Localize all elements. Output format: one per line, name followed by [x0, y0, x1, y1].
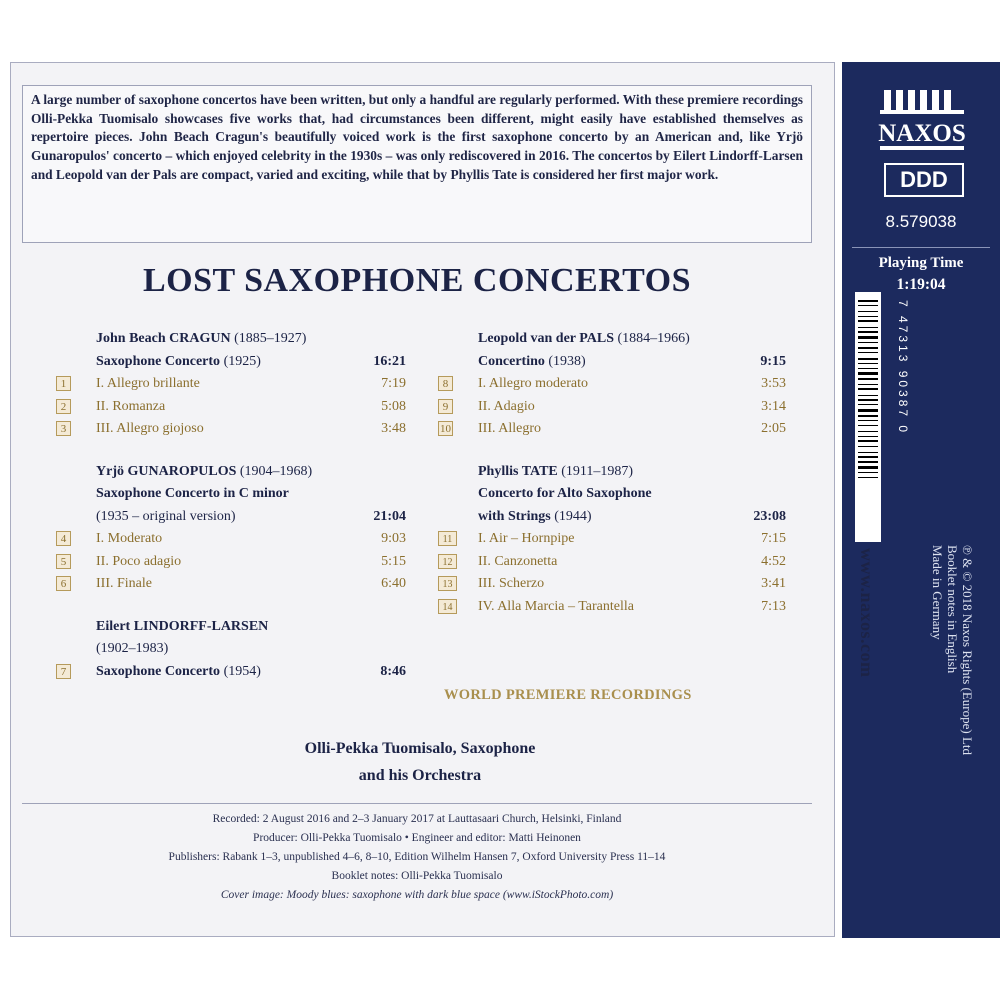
track-title: III. Finale: [96, 576, 152, 591]
barcode-bar: [858, 409, 878, 412]
track-row: [438, 418, 786, 441]
work-year: (1954): [223, 663, 261, 679]
work-total-time: 8:46: [380, 663, 406, 679]
barcode-bar: [858, 384, 878, 385]
barcode: [855, 292, 881, 542]
track-title: I. Allegro brillante: [96, 376, 200, 391]
track-row: [438, 373, 786, 396]
barcode-bar: [858, 440, 878, 442]
barcode-bar: [858, 399, 878, 401]
track-title: III. Allegro: [478, 421, 541, 436]
track-time: 6:40: [381, 576, 406, 591]
track-row: [438, 528, 786, 551]
track-time: 3:41: [761, 576, 786, 591]
album-title: LOST SAXOPHONE CONCERTOS: [142, 262, 691, 299]
track-time: 5:15: [381, 553, 406, 569]
track-number: 4: [56, 531, 71, 546]
work-gunaropulos: [56, 461, 406, 596]
barcode-bar: [858, 446, 878, 447]
credit-cover: Cover image: Moody blues: saxophone with dark blue space (www.iStockPhoto.com): [220, 889, 614, 901]
composer-dates: (1884–1966): [617, 331, 690, 346]
intro-text: A large number of saxophone concertos have been written, but only a handful are regularly performed. With these premiere recordings Olli-Pekka Tuomisalo showcases five works that, had circumstances been different, might easily have established themselves as repertoire pieces. John Beach Cragun's beautifully voiced work is the first saxophone concerto by an American and, like Yrjö Gunaropulos' concerto – which enjoyed celebrity in the 1930s – was only rediscovered in 2016. The concertos by Eilert Lindorff-Larsen and Leopold van der Pals are compact, varied and exciting, while that by Phyllis Tate is considered her first major work.: [22, 85, 812, 243]
track-title: III. Scherzo: [478, 576, 545, 591]
track-number: 7: [56, 664, 71, 679]
work-title: Saxophone Concerto: [96, 663, 221, 679]
credit-producer: Producer: Olli-Pekka Tuomisalo • Engineer and editor: Matti Heinonen: [253, 832, 581, 844]
composer-dates: (1902–1983): [96, 641, 169, 656]
barcode-bar: [858, 452, 878, 453]
track-list: [56, 373, 406, 441]
barcode-bar: [858, 305, 878, 306]
track-row: [438, 573, 786, 596]
world-premiere-label: WORLD PREMIERE RECORDINGS: [444, 687, 692, 703]
track-list: [438, 528, 786, 618]
divider: [22, 803, 812, 804]
work-tate: [438, 461, 786, 619]
composer-dates: (1904–1968): [239, 463, 313, 479]
track-row: [438, 396, 786, 419]
composer-name: Eilert LINDORFF-LARSEN: [96, 618, 269, 634]
barcode-bar: [858, 415, 878, 417]
performer-line: Olli-Pekka Tuomisalo, Saxophone: [304, 740, 536, 757]
barcode-bar: [858, 347, 878, 349]
naxos-logo: [876, 86, 968, 158]
barcode-bar: [858, 456, 878, 458]
barcode-digits: 7 47313 90387 0: [896, 300, 910, 436]
track-time: 7:13: [761, 598, 786, 614]
playing-time-label: Playing Time: [878, 255, 964, 271]
track-time: 7:15: [761, 531, 786, 546]
barcode-bar: [858, 436, 878, 437]
track-time: 3:14: [761, 398, 786, 414]
barcode-bar: [858, 425, 878, 426]
composer-name: Leopold van der PALS: [478, 331, 615, 346]
track-time: 4:52: [761, 553, 786, 569]
sidebar-divider: [852, 247, 990, 248]
copyright-block: [930, 545, 975, 755]
barcode-bar: [858, 378, 878, 380]
booklet-language: Booklet notes in English: [945, 545, 960, 674]
barcode-bar: [858, 311, 878, 312]
left-column: [56, 328, 406, 683]
composer-name: Phyllis TATE: [478, 463, 558, 479]
barcode-bar: [858, 466, 878, 469]
barcode-bar: [858, 358, 878, 360]
work-year: (1938): [548, 353, 586, 369]
website-url[interactable]: www.naxos.com: [857, 548, 877, 678]
barcode-bar: [858, 472, 878, 473]
track-row: [438, 596, 786, 619]
track-number: 12: [438, 554, 457, 569]
track-title: II. Poco adagio: [96, 553, 182, 569]
track-number: 2: [56, 399, 71, 414]
composer-dates: (1885–1927): [234, 331, 307, 346]
track-number: 8: [438, 376, 453, 391]
work-year: (1925): [223, 353, 261, 369]
track-time: 3:53: [761, 376, 786, 391]
work-title: Concerto for Alto Saxophone: [478, 486, 652, 501]
track-number: 6: [56, 576, 71, 591]
credit-publishers: Publishers: Rabank 1–3, unpublished 4–6, 8–10, Edition Wilhelm Hansen 7, Oxford University Press 11–14: [168, 851, 666, 863]
credit-booklet: Booklet notes: Olli-Pekka Tuomisalo: [331, 870, 503, 882]
work-cragun: [56, 328, 406, 441]
work-total-time: 23:08: [753, 508, 786, 524]
work-total-time: 9:15: [760, 353, 786, 369]
credit-recorded: Recorded: 2 August 2016 and 2–3 January 2017 at Lauttasaari Church, Helsinki, Finland: [212, 813, 622, 825]
barcode-bar: [858, 331, 878, 333]
track-number: 10: [440, 423, 451, 435]
track-time: 3:48: [381, 421, 406, 436]
work-van-der-pals: [438, 328, 786, 441]
track-title: IV. Alla Marcia – Tarantella: [478, 598, 634, 614]
track-title: I. Allegro moderato: [478, 376, 589, 391]
track-title: III. Allegro giojoso: [96, 421, 204, 436]
work-title: Saxophone Concerto in C minor: [96, 486, 289, 501]
track-row: [438, 551, 786, 574]
track-row: [56, 573, 406, 596]
copyright-text: ℗ & © 2018 Naxos Rights (Europe) Ltd: [960, 545, 975, 756]
barcode-bar: [858, 342, 878, 343]
work-title: Concertino: [478, 353, 545, 369]
track-time: 7:19: [381, 376, 406, 391]
barcode-bar: [858, 327, 878, 328]
track-title: I. Moderato: [96, 531, 163, 546]
track-row: [56, 551, 406, 574]
track-number: 14: [438, 599, 457, 614]
barcode-bar: [858, 368, 878, 369]
track-number: 1: [56, 376, 71, 391]
work-year: (1944): [554, 508, 592, 524]
catalog-number: 8.579038: [885, 212, 957, 231]
barcode-bar: [858, 300, 878, 302]
composer-name: Yrjö GUNAROPULOS: [96, 463, 237, 479]
track-title: I. Air – Hornpipe: [478, 531, 575, 546]
right-column: [438, 328, 786, 618]
track-number: 11: [438, 531, 457, 546]
work-title: Saxophone Concerto: [96, 353, 221, 369]
playing-time-value: 1:19:04: [896, 276, 946, 293]
track-number: 13: [438, 576, 457, 591]
work-version: (1935 – original version): [96, 508, 236, 524]
barcode-bar: [858, 388, 878, 390]
barcode-bar: [858, 461, 878, 463]
barcode-bar: [858, 477, 878, 478]
track-title: II. Canzonetta: [478, 553, 558, 569]
barcode-bar: [858, 420, 878, 421]
barcode-bar: [858, 352, 878, 353]
track-row: [56, 373, 406, 396]
work-total-time: 16:21: [373, 353, 406, 369]
work-total-time: 21:04: [373, 508, 406, 524]
ddd-badge: DDD: [884, 163, 964, 197]
barcode-bar: [858, 336, 878, 339]
track-time: 9:03: [381, 531, 406, 546]
track-list: [56, 528, 406, 596]
made-in: Made in Germany: [930, 545, 945, 640]
barcode-bar: [858, 404, 878, 405]
performer-line-continued: and his Orchestra: [358, 767, 482, 784]
track-time: 2:05: [761, 421, 786, 436]
composer-name: John Beach CRAGUN: [96, 331, 231, 346]
track-row: [56, 528, 406, 551]
track-title: II. Romanza: [96, 398, 166, 414]
barcode-bar: [858, 372, 878, 375]
track-number: 3: [56, 421, 71, 436]
composer-dates: (1911–1987): [561, 463, 634, 479]
track-title: II. Adagio: [478, 398, 535, 414]
track-row: [56, 396, 406, 419]
naxos-logo-text: NAXOS: [878, 120, 966, 147]
barcode-bar: [858, 316, 878, 317]
barcode-bar: [858, 320, 878, 322]
track-row: [56, 661, 406, 684]
track-list: [438, 373, 786, 441]
barcode-bar: [858, 431, 878, 432]
credits: [22, 810, 812, 905]
barcode-bar: [858, 395, 878, 396]
track-time: 5:08: [381, 398, 406, 414]
work-lindorff-larsen: [56, 616, 406, 684]
track-number: 9: [438, 399, 453, 414]
track-number: 5: [56, 554, 71, 569]
work-title-continued: with Strings: [478, 508, 551, 524]
barcode-bar: [858, 363, 878, 364]
track-row: [56, 418, 406, 441]
